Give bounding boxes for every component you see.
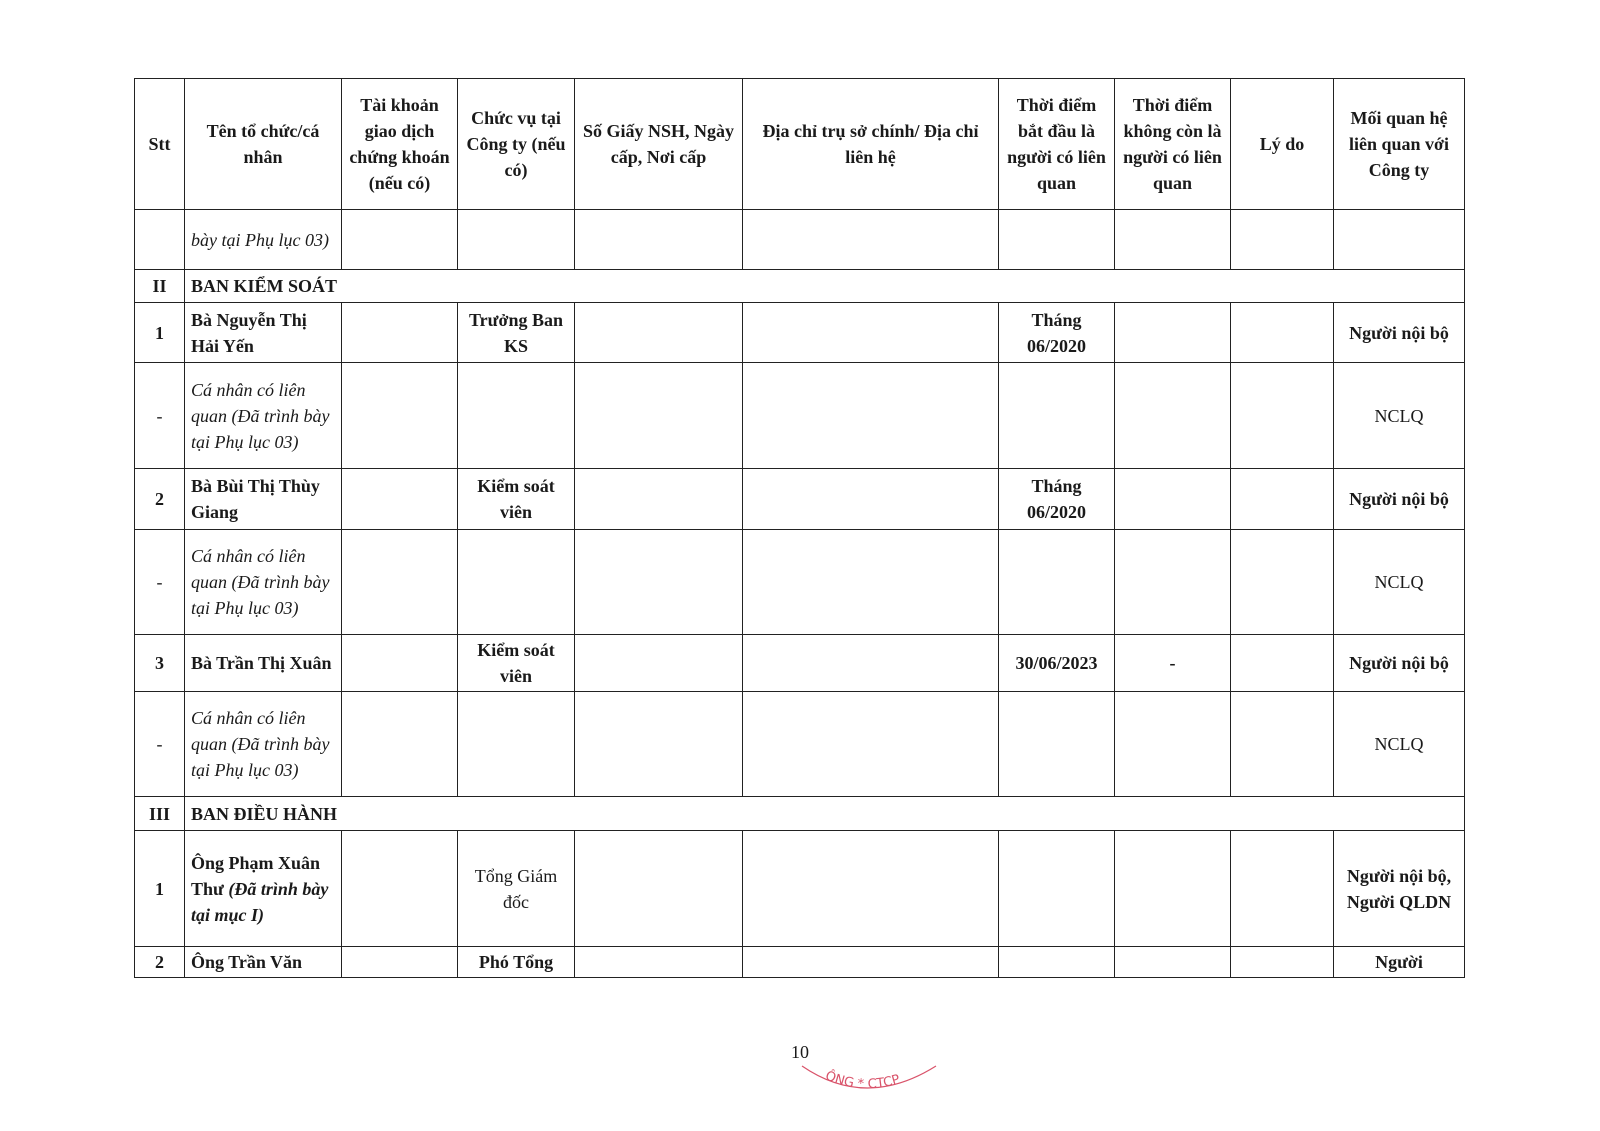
table-row xyxy=(135,210,1465,270)
header-address: Địa chỉ trụ sở chính/ Địa chỉ liên hệ xyxy=(743,79,999,210)
name-cell: Cá nhân có liên quan (Đã trình bày tại Phụ lục 03) xyxy=(185,530,342,635)
header-start: Thời điểm bắt đầu là người có liên quan xyxy=(999,79,1115,210)
end-cell xyxy=(1115,363,1231,469)
name-cell: Bà Bùi Thị Thùy Giang xyxy=(185,469,342,530)
table-row xyxy=(135,530,1465,635)
position-cell xyxy=(458,530,575,635)
name-main: Ông Phạm Xuân Thư xyxy=(191,852,321,899)
relation-cell: Người nội bộ, Người QLDN xyxy=(1334,831,1465,947)
section-title: BAN ĐIỀU HÀNH xyxy=(185,797,1465,831)
section-stt: II xyxy=(135,270,185,303)
position-cell xyxy=(458,363,575,469)
relation-cell: Người xyxy=(1334,947,1465,978)
header-reason: Lý do xyxy=(1231,79,1334,210)
name-cell: Cá nhân có liên quan (Đã trình bày tại Phụ lục 03) xyxy=(185,692,342,797)
svg-text:ÔNG * CTCP xyxy=(823,1068,902,1093)
start-cell xyxy=(999,831,1115,947)
stt-cell: 2 xyxy=(135,947,185,978)
relation-cell: NCLQ xyxy=(1334,530,1465,635)
position-cell: Phó Tổng xyxy=(458,947,575,978)
name-cell: bày tại Phụ lục 03) xyxy=(185,210,342,270)
end-cell xyxy=(1115,469,1231,530)
related-parties-table xyxy=(134,78,1465,978)
end-cell xyxy=(1115,303,1231,363)
table-row xyxy=(135,303,1465,363)
start-cell xyxy=(999,363,1115,469)
end-cell: - xyxy=(1115,635,1231,692)
table-row xyxy=(135,692,1465,797)
stt-cell: 1 xyxy=(135,303,185,363)
end-cell xyxy=(1115,692,1231,797)
header-relation: Mối quan hệ liên quan với Công ty xyxy=(1334,79,1465,210)
section-row xyxy=(135,270,1465,303)
section-row xyxy=(135,797,1465,831)
section-title: BAN KIỂM SOÁT xyxy=(185,270,1465,303)
name-cell: Ông Trần Văn xyxy=(185,947,342,978)
stt-cell: 2 xyxy=(135,469,185,530)
relation-cell: Người nội bộ xyxy=(1334,303,1465,363)
start-cell: Tháng 06/2020 xyxy=(999,469,1115,530)
stt-cell: 1 xyxy=(135,831,185,947)
name-cell: Bà Nguyễn Thị Hải Yến xyxy=(185,303,342,363)
header-stt: Stt xyxy=(135,79,185,210)
relation-cell: Người nội bộ xyxy=(1334,635,1465,692)
position-cell: Kiểm soát viên xyxy=(458,469,575,530)
position-cell: Kiểm soát viên xyxy=(458,635,575,692)
name-cell: Cá nhân có liên quan (Đã trình bày tại Phụ lục 03) xyxy=(185,363,342,469)
header-id: Số Giấy NSH, Ngày cấp, Nơi cấp xyxy=(575,79,743,210)
relation-cell: Người nội bộ xyxy=(1334,469,1465,530)
page-number: 10 xyxy=(791,1042,809,1062)
header-name: Tên tổ chức/cá nhân xyxy=(185,79,342,210)
end-cell xyxy=(1115,831,1231,947)
position-cell: Tổng Giám đốc xyxy=(458,831,575,947)
table-row xyxy=(135,947,1465,978)
position-cell xyxy=(458,692,575,797)
header-account: Tài khoản giao dịch chứng khoán (nếu có) xyxy=(342,79,458,210)
name-cell: Bà Trần Thị Xuân xyxy=(185,635,342,692)
table-row xyxy=(135,831,1465,947)
stt-cell: - xyxy=(135,363,185,469)
stt-cell: - xyxy=(135,530,185,635)
section-stt: III xyxy=(135,797,185,831)
name-cell xyxy=(185,831,342,947)
name-note: (Đã trình bày tại mục I) xyxy=(191,878,329,925)
company-stamp-icon xyxy=(796,1060,946,1120)
table-header-row xyxy=(135,79,1465,210)
header-end: Thời điểm không còn là người có liên quan xyxy=(1115,79,1231,210)
table-row xyxy=(135,635,1465,692)
relation-cell: NCLQ xyxy=(1334,692,1465,797)
header-position: Chức vụ tại Công ty (nếu có) xyxy=(458,79,575,210)
stt-cell: 3 xyxy=(135,635,185,692)
start-cell xyxy=(999,947,1115,978)
start-cell: Tháng 06/2020 xyxy=(999,303,1115,363)
table-row xyxy=(135,469,1465,530)
stamp-text: ÔNG * CTCP xyxy=(822,1068,902,1093)
start-cell xyxy=(999,692,1115,797)
start-cell xyxy=(999,530,1115,635)
stt-cell: - xyxy=(135,692,185,797)
start-cell: 30/06/2023 xyxy=(999,635,1115,692)
position-cell: Trưởng Ban KS xyxy=(458,303,575,363)
relation-cell: NCLQ xyxy=(1334,363,1465,469)
table-row xyxy=(135,363,1465,469)
end-cell xyxy=(1115,530,1231,635)
end-cell xyxy=(1115,947,1231,978)
